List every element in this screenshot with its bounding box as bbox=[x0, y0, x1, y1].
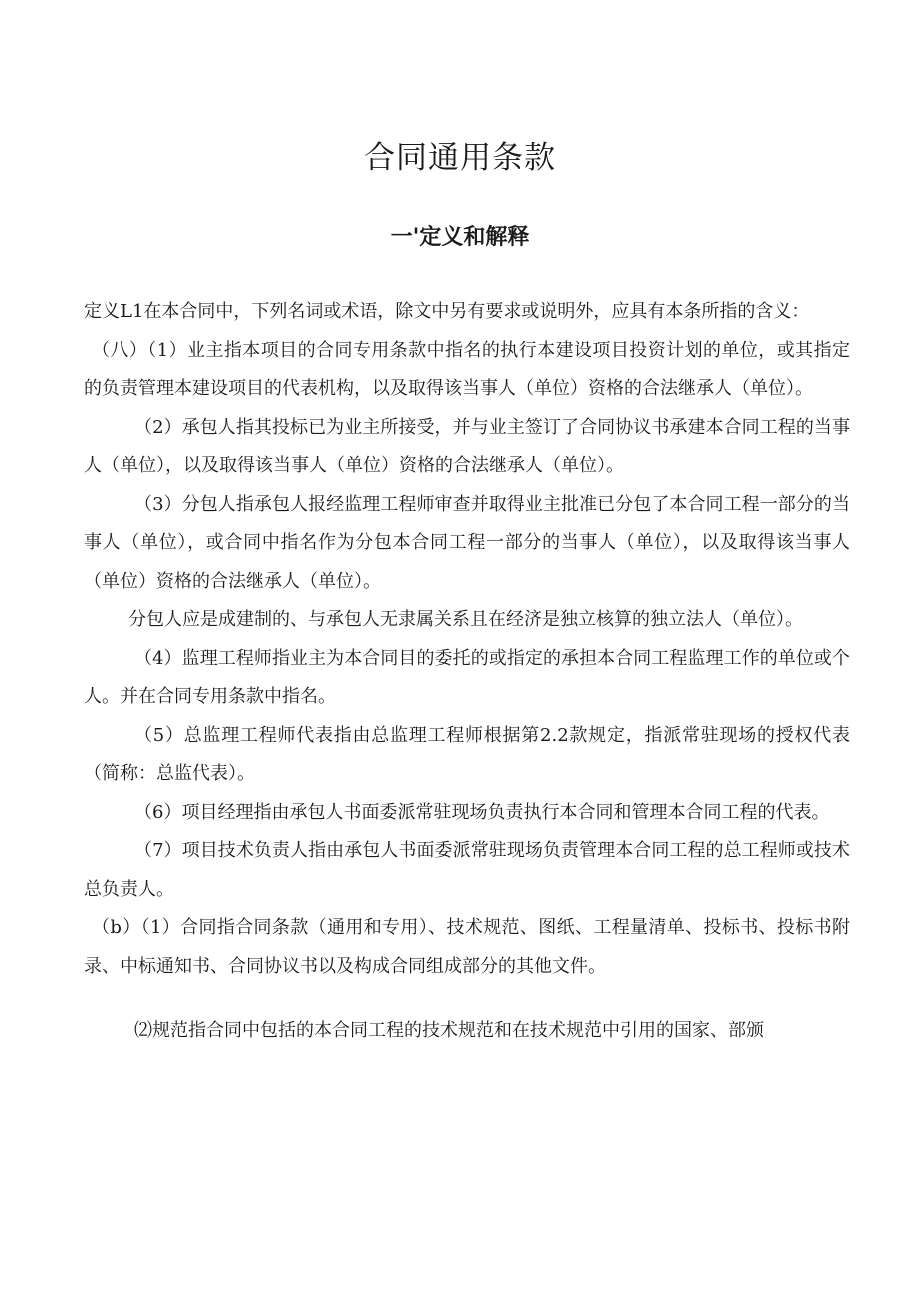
paragraph-a7: （7）项目技术负责人指由承包人书面委派常驻现场负责管理本合同工程的总工程师或技术总负责人。 bbox=[84, 840, 850, 900]
paragraph-a1: （八）（1）业主指本项目的合同专用条款中指名的执行本建设项目投资计划的单位，或其指定的负责管理本建设项目的代表机构，以及取得该当事人（单位）资格的合法继承人（单位）。 bbox=[84, 339, 850, 399]
paragraph-a3: （3）分包人指承包人报经监理工程师审查并取得业主批准已分包了本合同工程一部分的当事人（单位），或合同中指名作为分包本合同工程一部分的当事人（单位），以及取得该当事人（单位）资格的合法继承人（单位）。 bbox=[84, 493, 850, 592]
page-title: 合同通用条款 bbox=[364, 140, 556, 176]
section-heading: 一'定义和解释 bbox=[390, 225, 530, 250]
paragraph-a6: （6）项目经理指由承包人书面委派常驻现场负责执行本合同和管理本合同工程的代表。 bbox=[134, 801, 830, 823]
paragraph-a3-note: 分包人应是成建制的、与承包人无隶属关系且在经济是独立核算的独立法人（单位）。 bbox=[128, 609, 803, 630]
paragraph-a2: （2）承包人指其投标已为业主所接受，并与业主签订了合同协议书承建本合同工程的当事人（单位），以及取得该当事人（单位）资格的合法继承人（单位）。 bbox=[84, 416, 850, 476]
paragraph-b2: ⑵规范指合同中包括的本合同工程的技术规范和在技术规范中引用的国家、部颁 bbox=[134, 1020, 764, 1041]
paragraph-a4: （4）监理工程师指业主为本合同目的委托的或指定的承担本合同工程监理工作的单位或个人。并在合同专用条款中指名。 bbox=[84, 647, 850, 707]
paragraph-intro: 定义L1在本合同中，下列名词或术语，除文中另有要求或说明外，应具有本条所指的含义： bbox=[84, 301, 810, 322]
paragraph-a5: （5）总监理工程师代表指由总监理工程师根据第2.2款规定，指派常驻现场的授权代表（简称：总监代表）。 bbox=[84, 724, 850, 784]
paragraph-b1: （b）（1）合同指合同条款（通用和专用）、技术规范、图纸、工程量清单、投标书、投标书附录、中标通知书、合同协议书以及构成合同组成部分的其他文件。 bbox=[84, 917, 850, 977]
document-body bbox=[84, 293, 850, 1051]
